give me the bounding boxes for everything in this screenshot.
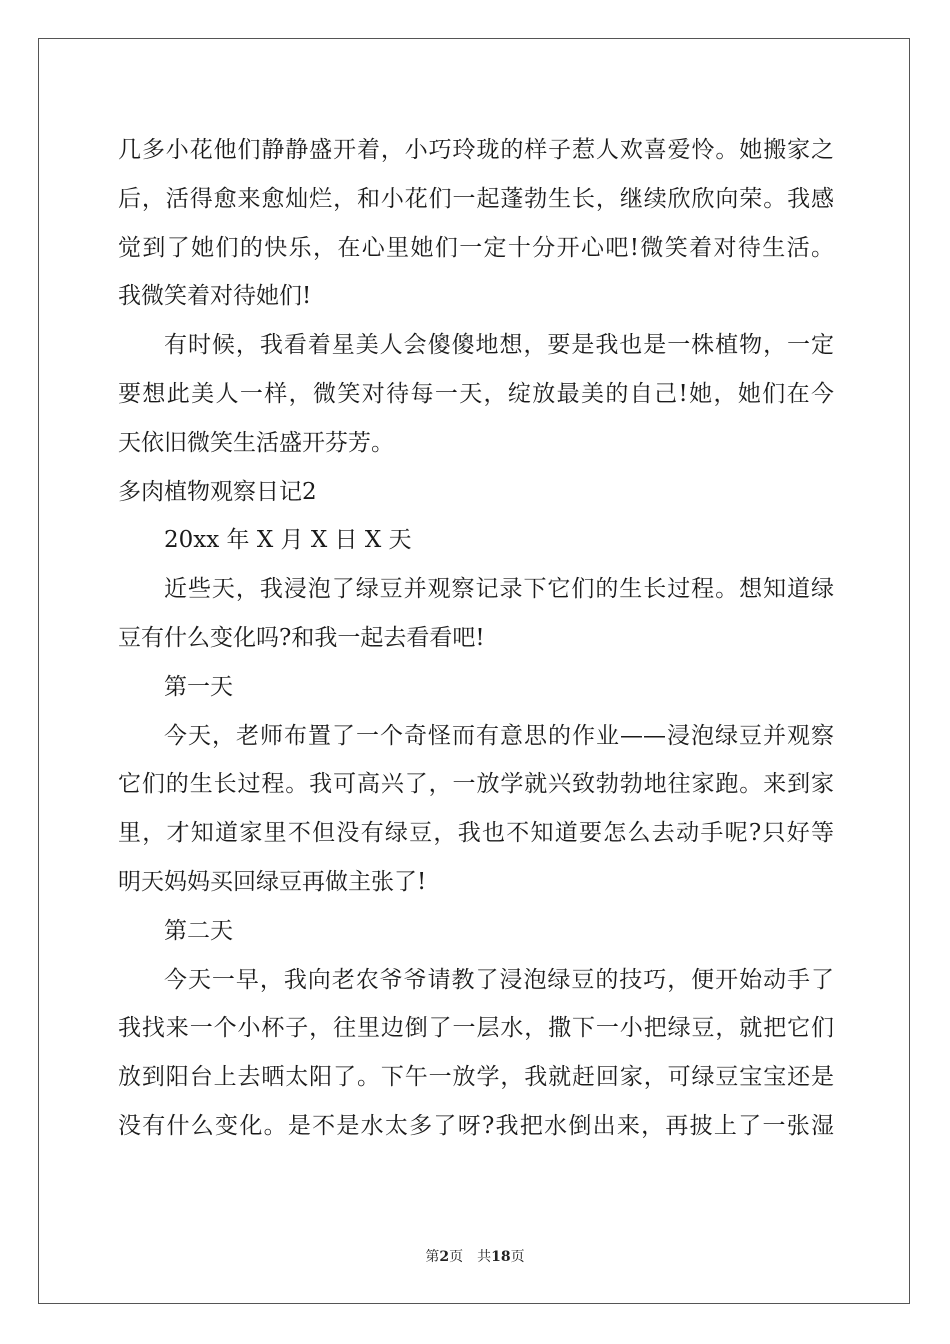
page-prefix: 第: [425, 1249, 440, 1265]
text-line-10: 近些天，我浸泡了绿豆并观察记录下它们的生长过程。想知道绿: [164, 576, 834, 603]
text-line-18: 今天一早，我向老农爷爷请教了浸泡绿豆的技巧，便开始动手了: [164, 966, 834, 993]
page-footer: [0, 1246, 950, 1266]
section-title: 多肉植物观察日记2: [118, 478, 317, 505]
page-number: 2: [439, 1249, 450, 1265]
text-line-15: 里，才知道家里不但没有绿豆，我也不知道要怎么去动手呢?只好等: [118, 820, 834, 847]
page-suffix: 页: [449, 1249, 464, 1265]
text-line-19: 我找来一个小杯子，往里边倒了一层水，撒下一小把绿豆，就把它们: [118, 1015, 834, 1042]
total-prefix: 共: [477, 1249, 492, 1265]
text-line-20: 放到阳台上去晒太阳了。下午一放学，我就赶回家，可绿豆宝宝还是: [118, 1064, 834, 1091]
document-body: [118, 126, 834, 1151]
text-line-1: 几多小花他们静静盛开着，小巧玲珑的样子惹人欢喜爱怜。她搬家之: [118, 137, 834, 163]
text-line-16: 明天妈妈买回绿豆再做主张了!: [118, 868, 427, 895]
text-line-6: 要想此美人一样，微笑对待每一天，绽放最美的自己!她，她们在今: [118, 380, 834, 407]
day-heading-1: 第一天: [164, 673, 233, 700]
day-heading-2: 第二天: [164, 917, 233, 944]
text-line-4: 我微笑着对待她们!: [118, 283, 312, 310]
diary-date: 20xx 年 X 月 X 日 X 天: [164, 527, 412, 554]
total-suffix: 页: [510, 1249, 525, 1265]
text-line-3: 觉到了她们的快乐，在心里她们一定十分开心吧!微笑着对待生活。: [118, 234, 834, 261]
text-line-5: 有时候，我看着星美人会傻傻地想，要是我也是一株植物，一定: [164, 332, 834, 359]
total-pages: 18: [491, 1249, 511, 1265]
text-line-21: 没有什么变化。是不是水太多了呀?我把水倒出来，再披上了一张湿: [118, 1112, 834, 1139]
text-line-13: 今天，老师布置了一个奇怪而有意思的作业——浸泡绿豆并观察: [164, 722, 834, 749]
text-line-2: 后，活得愈来愈灿烂，和小花们一起蓬勃生长，继续欣欣向荣。我感: [118, 185, 834, 212]
text-line-14: 它们的生长过程。我可高兴了，一放学就兴致勃勃地往家跑。来到家: [118, 771, 834, 798]
text-line-7: 天依旧微笑生活盛开芬芳。: [118, 429, 394, 456]
text-line-11: 豆有什么变化吗?和我一起去看看吧!: [118, 624, 485, 651]
